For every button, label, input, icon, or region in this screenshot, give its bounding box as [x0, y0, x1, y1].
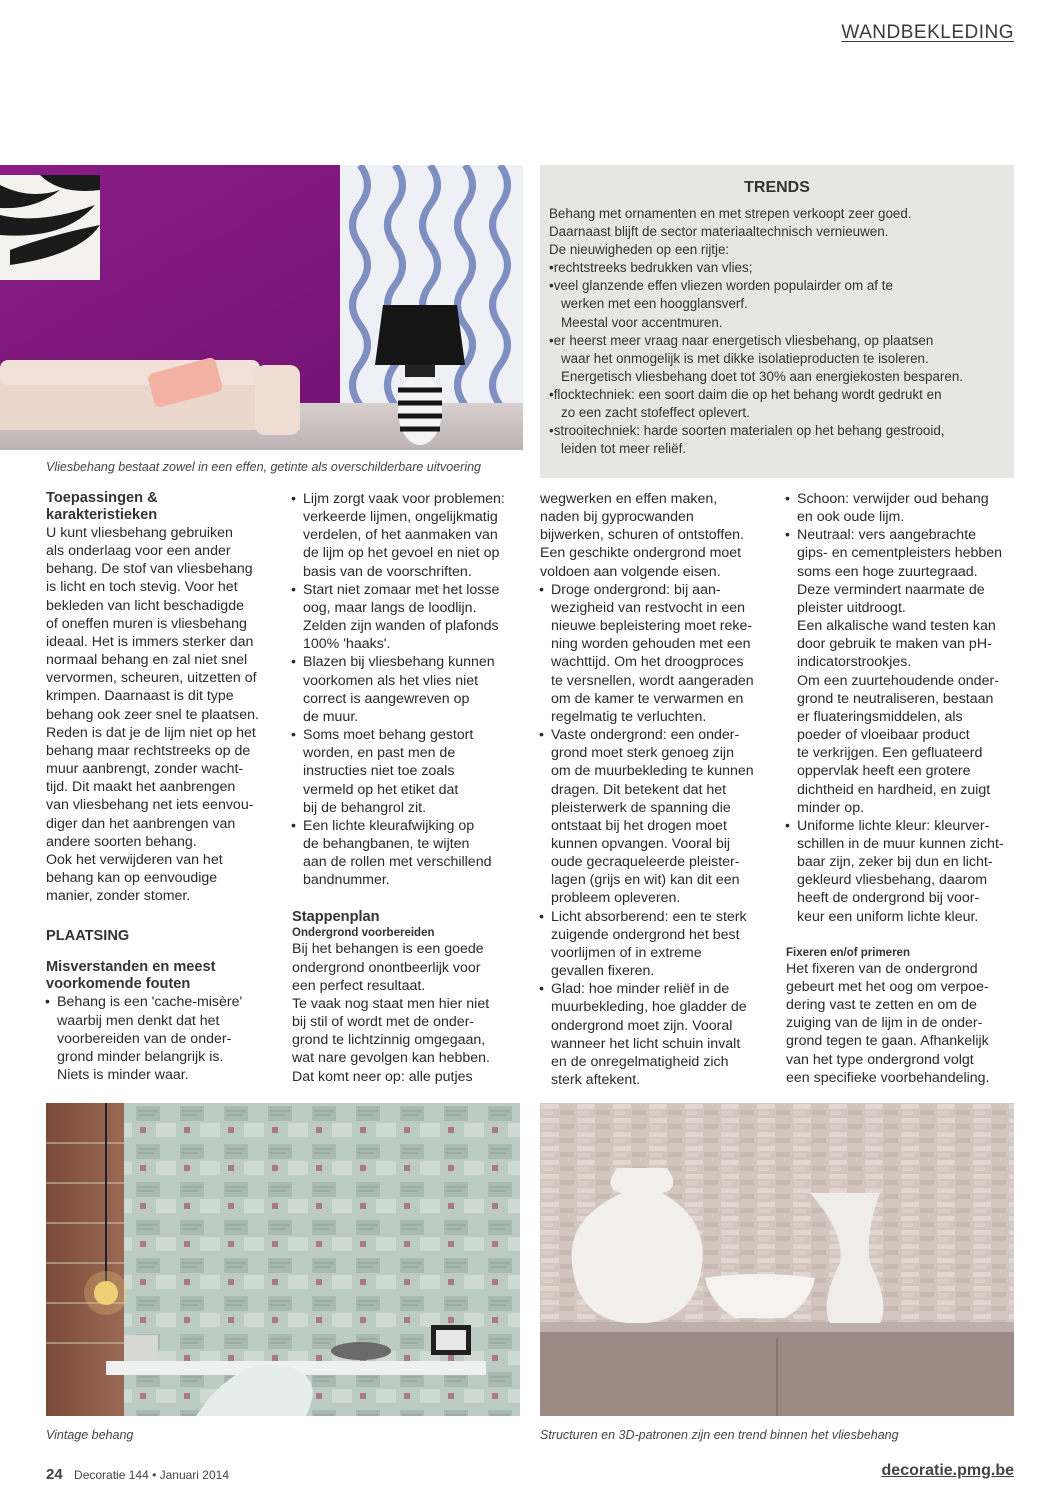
text-line: grond te lichtzinnig omgegaan, [292, 1032, 486, 1049]
text-line: dragen. Dit betekent dat het [551, 781, 727, 798]
section-label: WANDBEKLEDING [841, 22, 1014, 43]
text-line: ondergrond onontbeerlijk voor [292, 959, 481, 976]
bullet-item [540, 726, 762, 908]
text-line: keur een uniform lichte kleur. [797, 908, 979, 925]
trends-line: Daarnaast blijft de sector materiaaltechnisch vernieuwen. [549, 224, 889, 240]
text-line: muur aanbrengt, zonder wacht- [46, 761, 244, 778]
text-line: • Uniforme lichte kleur: kleurver- [797, 817, 990, 834]
bullet-item [292, 490, 514, 581]
text-line: Niets is minder waar. [57, 1067, 189, 1084]
text-line: bekleden van licht beschadigde [46, 597, 244, 614]
text-line: wat nare gevolgen kan hebben. [292, 1050, 490, 1067]
paragraph [292, 995, 514, 1086]
text-line: bij stil of wordt met de onder- [292, 1014, 475, 1031]
text-line: ideaal. Het is immers sterker dan [46, 633, 254, 650]
text-line: minder op. [797, 799, 865, 816]
text-line: als onderlaag voor een ander [46, 543, 231, 560]
text-line: tijd. Dit maakt het aanbrengen [46, 779, 236, 796]
text-line: poeder of vloeibaar product [797, 727, 970, 744]
text-line: pleister uitdroogt. [797, 599, 906, 616]
issue-info: Decoratie 144 • Januari 2014 [74, 1468, 229, 1482]
text-line: een specifieke voorbehandeling. [786, 1069, 990, 1086]
bullet-item [540, 980, 762, 1089]
text-line: muurbekleding, hoe gladder de [551, 999, 747, 1016]
text-line: wanneer het licht schuin invalt [551, 1035, 741, 1052]
trends-line: •er heerst meer vraag naar energetisch vliesbehang, op plaatsen [549, 332, 934, 348]
text-line: naden bij gyprocwanden [540, 509, 694, 526]
text-line: gevallen fixeren. [551, 963, 655, 980]
text-line: basis van de voorschriften. [303, 563, 472, 580]
text-line: ning worden gehouden met een [551, 636, 751, 653]
text-line: behang. De stof van vliesbehang [46, 561, 253, 578]
text-line: vermeld op het etiket dat [303, 781, 459, 798]
text-line: bij de behangrol zit. [303, 799, 427, 816]
trends-line: •strooitechniek: harde soorten materialen op het behang gestrooid, [549, 423, 945, 439]
text-line: wachttijd. Om het droogproces [551, 654, 744, 671]
photo-3d-vases [540, 1103, 1014, 1416]
text-line: Deze vermindert naarmate de [797, 581, 985, 598]
trends-line: Meestal voor accentmuren. [561, 314, 723, 330]
text-line: waarbij men denkt dat het [57, 1012, 220, 1029]
text-line: kunnen opvangen. Vooral bij [551, 835, 731, 852]
heading-misverstanden [46, 959, 268, 993]
text-line: correct is aangewreven op [303, 690, 470, 707]
paragraph [786, 960, 1008, 1087]
text-line: ondergrond moet zijn. Vooral [551, 1017, 733, 1034]
text-line: U kunt vliesbehang gebruiken [46, 525, 233, 541]
text-line: probleem opleveren. [551, 890, 681, 907]
text-line: vervormen, scheuren, uitzetten of [46, 670, 257, 687]
bullet-item [292, 726, 514, 817]
text-line: om de muurbekleding te kunnen [551, 763, 754, 780]
text-line: • Neutraal: vers aangebrachte [797, 527, 977, 544]
trends-line: De nieuwigheden op een rijtje: [549, 242, 730, 258]
text-line: Te vaak nog staat men hier niet [292, 995, 490, 1012]
text-line: voorbereiden van de onder- [57, 1030, 232, 1047]
text-line: • Schoon: verwijder oud behang [797, 491, 989, 507]
caption-3d-patterns: Structuren en 3D-patronen zijn een trend binnen het vliesbehang [540, 1428, 899, 1442]
text-line: de lijm op het gevoel en niet op [303, 545, 500, 562]
text-line: worden, en past men de [303, 745, 456, 762]
bullet-item [292, 653, 514, 726]
text-line: Dat komt neer op: alle putjes [292, 1068, 473, 1085]
text-line: Bij het behangen is een goede [292, 941, 484, 958]
text-line: • Vaste ondergrond: een onder- [551, 727, 740, 744]
text-line: oog, maar langs de loodlijn. [303, 599, 477, 616]
caption-top-photo: Vliesbehang bestaat zowel in een effen, getinte als overschilderbare uitvoering [46, 460, 481, 474]
text-line: schillen in de muur kunnen zicht- [797, 835, 1004, 852]
text-line: krimpen. Daarnaast is dit type [46, 688, 234, 705]
text-line: wezigheid van restvocht in een [551, 599, 746, 616]
text-line: lagen (grijs en wit) kan dit een [551, 872, 740, 889]
text-line: Reden is dat je de lijm niet op het [46, 724, 256, 741]
text-line: voorkomen als het vlies niet [303, 672, 479, 689]
trends-line: •veel glanzende effen vliezen worden populairder om af te [549, 278, 893, 294]
text-line: • Droge ondergrond: bij aan- [551, 581, 721, 598]
text-line: en de onregelmatigheid zich [551, 1053, 729, 1070]
text-line: • Start niet zomaar met het losse [303, 581, 500, 598]
text-line: indicatorstrookjes. [797, 654, 912, 671]
text-line: van vliesbehang net iets eenvou- [46, 797, 254, 814]
trends-line: leiden tot meer reliëf. [561, 441, 687, 457]
heading-line: Toepassingen & [46, 490, 158, 506]
text-line: te versnellen, wordt aangeraden [551, 672, 754, 689]
bullet-item [292, 581, 514, 654]
text-line: 100% 'haaks'. [303, 636, 391, 653]
text-line: normaal behang en zal niet snel [46, 652, 248, 669]
trends-box [540, 165, 1014, 478]
text-line: Om een zuurtehoudende onder- [797, 672, 999, 689]
bullet-item [540, 908, 762, 981]
footer-website-link[interactable]: decoratie.pmg.be [881, 1462, 1014, 1479]
text-line: en ook oude lijm. [797, 509, 905, 526]
text-line: voorlijmen of in extreme [551, 944, 702, 961]
paragraph [292, 940, 514, 994]
heading-line: voorkomende fouten [46, 976, 191, 993]
bullet-item [786, 526, 1008, 817]
text-line: dering vast te zetten en om de [786, 997, 977, 1014]
bullet-item [292, 817, 514, 890]
text-line: diger dan het aanbrengen van [46, 815, 236, 832]
column-2 [292, 490, 514, 1086]
text-line: • Een lichte kleurafwijking op [303, 817, 475, 834]
trends-line: zo een zacht stofeffect oplevert. [561, 405, 750, 421]
paragraph [46, 524, 268, 851]
paragraph [540, 490, 762, 581]
text-line: nieuwe bepleistering moet reke- [551, 618, 753, 635]
text-line: of oneffen muren is vliesbehang [46, 615, 247, 632]
text-line: oude gecraqueleerde pleister- [551, 854, 740, 871]
trends-line: •flocktechniek: een soort daim die op het behang wordt gedrukt en [549, 386, 942, 402]
bullet-item [786, 490, 1008, 526]
trends-line: Behang met ornamenten en met strepen verkoopt zeer goed. [549, 206, 912, 221]
trends-body [549, 205, 1014, 458]
text-line: oppervlak heeft een grotere [797, 763, 971, 780]
text-line: pleisterwerk de spanning die [551, 799, 731, 816]
heading-line: Misverstanden en meest [46, 959, 216, 976]
text-line: de muur. [303, 708, 359, 725]
text-line: • Glad: hoe minder reliëf in de [551, 981, 730, 998]
paragraph [46, 851, 268, 905]
text-line: regelmatig te verluchten. [551, 708, 707, 725]
text-line: dichtheid en hardheid, en zuigt [797, 781, 991, 798]
text-line: voldoen aan volgende eisen. [540, 563, 721, 580]
text-line: Een geschikte ondergrond moet [540, 545, 742, 562]
text-line: te verkrijgen. Een gefluateerd [797, 745, 983, 762]
text-line: • Lijm zorgt vaak voor problemen: [303, 491, 505, 507]
subheading-fixeren: Fixeren en/of primeren [786, 946, 910, 959]
bullet-item [46, 993, 268, 1084]
trends-line: Energetisch vliesbehang doet tot 30% aan energiekosten besparen. [561, 368, 964, 384]
text-line: aan de rollen met verschillend [303, 854, 492, 871]
heading-line: karakteristieken [46, 507, 158, 523]
text-line: is licht en toch stevig. Voor het [46, 579, 238, 596]
photo-vintage-wallpaper [46, 1103, 520, 1416]
trends-line: •rechtstreeks bedrukken van vlies; [549, 260, 753, 276]
text-line: gekleurd vliesbehang, daarom [797, 872, 988, 889]
text-line: ontstaat bij het drogen moet [551, 817, 727, 834]
text-line: om de kamer te verwarmen en [551, 690, 744, 707]
text-line: bijwerken, schuren of ontstoffen. [540, 527, 745, 544]
text-line: grond moet sterk genoeg zijn [551, 745, 734, 762]
text-line: Zelden zijn wanden of plafonds [303, 618, 499, 635]
text-line: verdelen, of het aanmaken van [303, 527, 498, 544]
subheading-ondergrond: Ondergrond voorbereiden [292, 927, 435, 940]
text-line: zuigende ondergrond het best [551, 926, 740, 943]
text-line: instructies niet toe zoals [303, 763, 455, 780]
text-line: grond minder belangrijk is. [57, 1048, 224, 1065]
text-line: door gebruik te maken van pH- [797, 636, 992, 653]
text-line: behang maar rechtstreeks op de [46, 742, 251, 759]
photo-purple-room [0, 165, 523, 450]
text-line: er fluateringsmiddelen, als [797, 708, 963, 725]
column-1 [46, 490, 268, 1084]
text-line: Het fixeren van de ondergrond [786, 960, 978, 977]
text-line: een perfect resultaat. [292, 977, 426, 994]
text-line: bandnummer. [303, 872, 390, 889]
text-line: van het type ondergrond volgt [786, 1051, 974, 1068]
text-line: behang ook zeer snel te plaatsen. [46, 706, 259, 723]
footer-issue [46, 1466, 229, 1483]
text-line: gebeurt met het oog om verpoe- [786, 978, 989, 995]
caption-vintage: Vintage behang [46, 1428, 134, 1442]
text-line: andere soorten behang. [46, 833, 197, 850]
heading-plaatsing: PLAATSING [46, 928, 130, 945]
bullet-item [540, 581, 762, 726]
heading-toepassingen [46, 490, 268, 524]
text-line: soms een hoge zuurtegraad. [797, 563, 978, 580]
column-3 [540, 490, 762, 1089]
text-line: behang kan op eenvoudige [46, 869, 218, 886]
text-line: manier, zonder stomer. [46, 888, 191, 905]
text-line: zuiging van de lijm in de onder- [786, 1015, 983, 1032]
text-line: wegwerken en effen maken, [540, 491, 718, 507]
text-line: • Soms moet behang gestort [303, 727, 474, 744]
text-line: • Blazen bij vliesbehang kunnen [303, 654, 495, 671]
text-line: gips- en cementpleisters hebben [797, 545, 1003, 562]
column-4 [786, 490, 1008, 1087]
trends-line: werken met een hoogglansverf. [561, 296, 748, 312]
text-line: grond tegen te gaan. Afhankelijk [786, 1033, 989, 1050]
heading-stappenplan: Stappenplan [292, 909, 380, 926]
text-line: de behangbanen, te wijten [303, 835, 470, 852]
trends-line: waar het onmogelijk is met dikke isolatieproducten te isoleren. [561, 350, 929, 366]
text-line: • Behang is een 'cache-misère' [57, 994, 243, 1011]
text-line: verkeerde lijmen, ongelijkmatig [303, 509, 498, 526]
text-line: heeft de ondergrond bij voor- [797, 890, 980, 907]
text-line: baar zijn, zeker bij dun en licht- [797, 854, 993, 871]
text-line: sterk aftekent. [551, 1072, 641, 1088]
text-line: Een alkalische wand testen kan [797, 618, 996, 635]
page-number: 24 [46, 1466, 63, 1483]
text-line: grond te neutraliseren, bestaan [797, 690, 994, 707]
bullet-item [786, 817, 1008, 926]
text-line: • Licht absorberend: een te sterk [551, 908, 747, 925]
trends-title: TRENDS [744, 179, 810, 196]
text-line: Ook het verwijderen van het [46, 851, 223, 868]
